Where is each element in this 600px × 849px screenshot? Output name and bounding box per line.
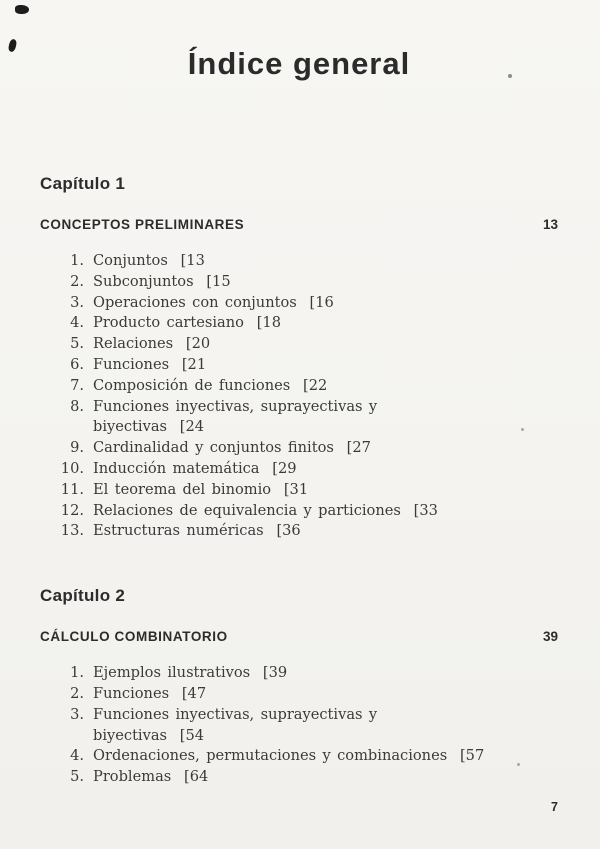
item-text: Inducción matemática [29	[93, 459, 297, 477]
item-number: 4.	[70, 314, 84, 332]
toc-item	[40, 355, 558, 376]
item-number: 3.	[70, 293, 84, 311]
toc-item	[40, 705, 558, 747]
page-title: Índice general	[187, 46, 411, 81]
item-number: 5.	[70, 335, 84, 353]
item-text: Relaciones de equivalencia y particiones [33	[93, 501, 438, 519]
item-continuation: biyectivas [54	[93, 726, 205, 744]
item-text	[93, 705, 377, 747]
toc-item	[40, 746, 558, 767]
toc-item	[40, 313, 558, 334]
item-number: 3.	[70, 705, 84, 723]
chapter-heading: CÁLCULO COMBINATORIO	[40, 629, 228, 645]
item-text: Relaciones [20	[93, 335, 211, 353]
item-text: Composición de funciones [22	[93, 376, 328, 394]
item-text-line: Funciones inyectivas, suprayectivas y	[93, 705, 378, 723]
item-number: 4.	[70, 747, 84, 765]
chapter-label: Capítulo 1	[40, 174, 126, 193]
item-number: 1.	[70, 252, 84, 269]
chapter-heading-row	[40, 629, 558, 644]
item-continuation: biyectivas [24	[93, 418, 205, 436]
toc-item	[40, 293, 558, 314]
item-text-line: Funciones inyectivas, suprayectivas y	[93, 397, 378, 415]
toc-item	[40, 480, 558, 501]
toc-item	[40, 334, 558, 355]
item-text: Conjuntos [13	[93, 252, 205, 269]
item-text: Subconjuntos [15	[93, 272, 231, 290]
item-number: 7.	[70, 376, 84, 394]
toc-item	[40, 251, 558, 272]
ink-speck-icon	[521, 428, 524, 431]
item-number: 1.	[70, 664, 84, 682]
ink-speck-icon	[15, 5, 29, 14]
item-text: Cardinalidad y conjuntos finitos [27	[93, 439, 371, 457]
toc-item	[40, 501, 558, 522]
item-text: Funciones [47	[93, 684, 207, 702]
ink-speck-icon	[517, 763, 520, 766]
chapter-heading-row	[40, 217, 558, 232]
chapter-label: Capítulo 2	[40, 586, 126, 606]
toc-item	[40, 438, 558, 459]
item-text: Operaciones con conjuntos [16	[93, 293, 334, 311]
toc-list	[40, 663, 558, 788]
item-text: Estructuras numéricas [36	[93, 522, 301, 540]
chapter-heading: CONCEPTOS PRELIMINARES	[40, 217, 245, 232]
item-number: 9.	[70, 439, 84, 457]
toc-item	[40, 767, 558, 788]
toc-item	[40, 684, 558, 705]
toc-item	[40, 272, 558, 293]
item-number: 2.	[70, 272, 84, 290]
item-number: 6.	[70, 355, 84, 373]
item-number: 2.	[70, 684, 84, 702]
toc-item	[40, 663, 558, 684]
item-text: Producto cartesiano [18	[93, 314, 281, 332]
page-number: 7	[551, 800, 558, 814]
item-text: Funciones [21	[93, 355, 207, 373]
toc-item	[40, 459, 558, 480]
toc-item	[40, 376, 558, 397]
item-number: 5.	[70, 768, 84, 786]
item-text	[93, 397, 377, 439]
item-number: 11.	[60, 480, 84, 498]
toc-list	[40, 251, 558, 542]
ink-speck-icon	[508, 74, 512, 78]
toc-item	[40, 521, 558, 542]
item-number: 8.	[70, 397, 84, 415]
item-number: 13.	[60, 522, 84, 540]
item-text: Ordenaciones, permutaciones y combinaciones [57	[93, 747, 485, 765]
item-text: Problemas [64	[93, 768, 209, 786]
item-number: 12.	[60, 501, 84, 519]
chapter-page-number: 39	[542, 629, 558, 645]
chapter-page-number: 13	[542, 217, 558, 232]
item-text: El teorema del binomio [31	[93, 480, 309, 498]
toc-item	[40, 397, 558, 439]
item-text: Ejemplos ilustrativos [39	[93, 664, 288, 682]
item-number: 10.	[60, 459, 84, 477]
